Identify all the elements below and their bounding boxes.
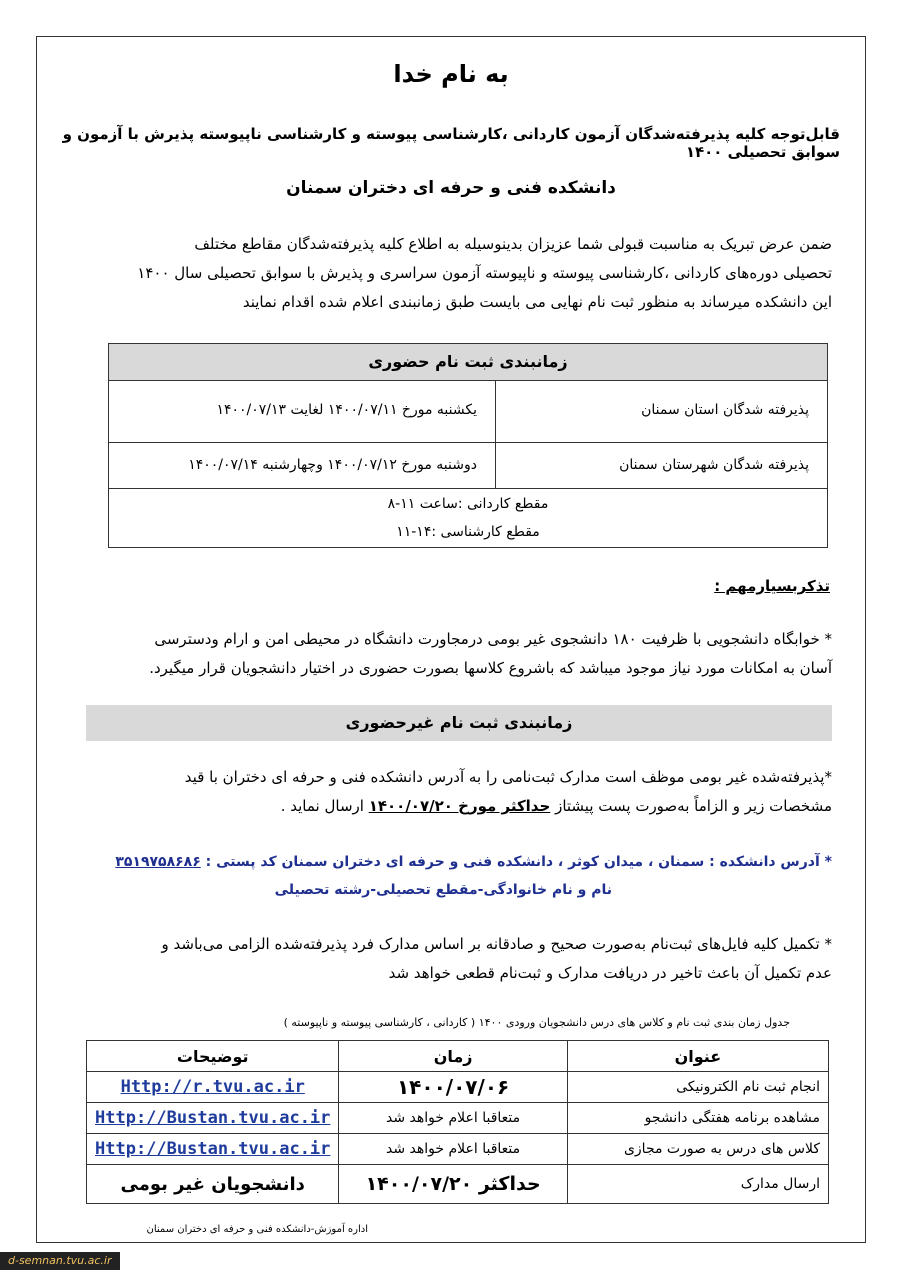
name-line: نام و نام خانوادگی-مقطع تحصیلی-رشته تحصیلی: [274, 882, 612, 898]
table-header-time: زمان: [339, 1041, 567, 1072]
address-line: [80, 848, 832, 876]
schedule-group: پذیرفته شدگان شهرستان سمنان: [619, 457, 809, 473]
intro-line: این دانشکده میرساند به منظور ثبت نام نهایی می بایست طبق زمانبندی اعلام شده اقدام نمایند: [242, 293, 832, 311]
postal-code: ۳۵۱۹۷۵۸۶۸۶: [115, 854, 201, 870]
intro-paragraph: [80, 230, 832, 317]
intro-line: ضمن عرض تبریک به مناسبت قبولی شما عزیزان بدینوسیله به اطلاع کلیه پذیرفته‌شدگان مقاطع مختلف: [194, 235, 832, 253]
in-person-schedule-box: [108, 343, 828, 548]
schedule-hours: [109, 490, 827, 546]
schedule-row: [109, 442, 827, 489]
dorm-paragraph: [80, 625, 832, 683]
table-row: [87, 1165, 829, 1204]
row-title: مشاهده برنامه هفتگی دانشجو: [567, 1103, 828, 1134]
row-time: متعاقبا اعلام خواهد شد: [339, 1103, 567, 1134]
address-block: [80, 848, 832, 904]
bustan-link[interactable]: Http://Bustan.tvu.ac.ir: [95, 1139, 331, 1159]
in-person-schedule-header: زمانبندی ثبت نام حضوری: [109, 344, 827, 381]
remote-line: *پذیرفته‌شده غیر بومی موظف است مدارک ثبت‌نامی را به آدرس دانشکده فنی و حرفه ای دختران با قید: [184, 768, 832, 786]
completion-line: * تکمیل کلیه فایل‌های ثبت‌نام به‌صورت صحیح و صادقانه بر اساس مدارک فرد پذیرفته‌شده الزامی می‌باشد و: [161, 935, 832, 953]
dorm-line: * خوابگاه دانشجویی با ظرفیت ۱۸۰ دانشجوی غیر بومی درمجاورت دانشگاه در محیطی امن و ارام ودسترسی: [154, 630, 832, 648]
schedule-date: یکشنبه مورخ ۱۴۰۰/۰۷/۱۱ لغایت ۱۴۰۰/۰۷/۱۳: [216, 402, 477, 418]
page-title: به نام خدا: [393, 60, 509, 88]
table-header-desc: توضیحات: [87, 1041, 339, 1072]
table-header-row: [87, 1041, 829, 1072]
schedule-date: دوشنبه مورخ ۱۴۰۰/۰۷/۱۲ وچهارشنبه ۱۴۰۰/۰۷/۱۴: [188, 457, 477, 473]
table-row: [87, 1103, 829, 1134]
schedule-row: [109, 380, 827, 443]
hours-bachelor: مقطع کارشناسی :۱۴-۱۱: [396, 524, 540, 540]
row-desc: دانشجویان غیر بومی: [87, 1165, 339, 1204]
row-title: ارسال مدارک: [567, 1165, 828, 1204]
completion-line: عدم تکمیل آن باعث تاخیر در دریافت مدارک و ثبت‌نام قطعی خواهد شد: [388, 964, 832, 982]
dorm-line: آسان به امکانات مورد نیاز موجود میباشد که باشروع کلاسها بصورت حضوری در اختیار دانشجویان قرار میگیرد.: [149, 659, 832, 677]
completion-paragraph: [80, 930, 832, 988]
remote-line-suffix: ارسال نماید .: [280, 797, 364, 815]
schedule-group: پذیرفته شدگان استان سمنان: [641, 402, 809, 418]
row-title: انجام ثبت نام الکترونیکی: [567, 1072, 828, 1103]
remote-line-2: [80, 792, 832, 821]
intro-line: تحصیلی دوره‌های کاردانی ،کارشناسی پیوسته و ناپیوسته آزمون سراسری و پذیرش با سوابق تحصیلی سال ۱۴۰۰: [137, 264, 832, 282]
remote-line-prefix: مشخصات زیر و الزاماً به‌صورت پست پیشتاز: [555, 797, 832, 815]
college-address: * آدرس دانشکده : سمنان ، میدان کوثر ، دانشکده فنی و حرفه ای دختران سمنان کد پستی :: [205, 854, 832, 870]
table-row: [87, 1072, 829, 1103]
row-title: کلاس های درس به صورت مجازی: [567, 1134, 828, 1165]
row-time: ۱۴۰۰/۰۷/۰۶: [339, 1072, 567, 1103]
deadline-text: حداکثر مورخ ۱۴۰۰/۰۷/۲۰: [368, 797, 551, 815]
site-badge: d-semnan.tvu.ac.ir: [0, 1252, 120, 1270]
table-caption: جدول زمان بندی ثبت نام و کلاس های درس دانشجویان ورودی ۱۴۰۰ ( کاردانی ، کارشناسی پیوسته و ناپیوسته ): [283, 1016, 790, 1029]
schedule-table: [86, 1040, 829, 1204]
college-name: دانشکده فنی و حرفه ای دختران سمنان: [286, 178, 616, 198]
table-footer: اداره آموزش-دانشکده فنی و حرفه ای دختران سمنان: [146, 1224, 368, 1235]
registration-link[interactable]: Http://r.tvu.ac.ir: [120, 1077, 305, 1097]
remote-paragraph: [80, 763, 832, 821]
hours-associate: مقطع کاردانی :ساعت ۱۱-۸: [387, 496, 549, 512]
remote-schedule-header: زمانبندی ثبت نام غیرحضوری: [86, 705, 832, 741]
row-time: حداکثر ۱۴۰۰/۰۷/۲۰: [339, 1165, 567, 1204]
table-row: [87, 1134, 829, 1165]
bustan-link[interactable]: Http://Bustan.tvu.ac.ir: [95, 1108, 331, 1128]
announcement-headline: قابل‌توجه کلیه پذیرفته‌شدگان آزمون کاردانی ،کارشناسی پیوسته و کارشناسی ناپیوسته پذیرش با آزمون و سوابق تحصیلی ۱۴۰۰: [62, 125, 840, 161]
table-header-title: عنوان: [567, 1041, 828, 1072]
important-note-title: تذکربسیارمهم :: [714, 577, 830, 595]
row-time: متعاقبا اعلام خواهد شد: [339, 1134, 567, 1165]
